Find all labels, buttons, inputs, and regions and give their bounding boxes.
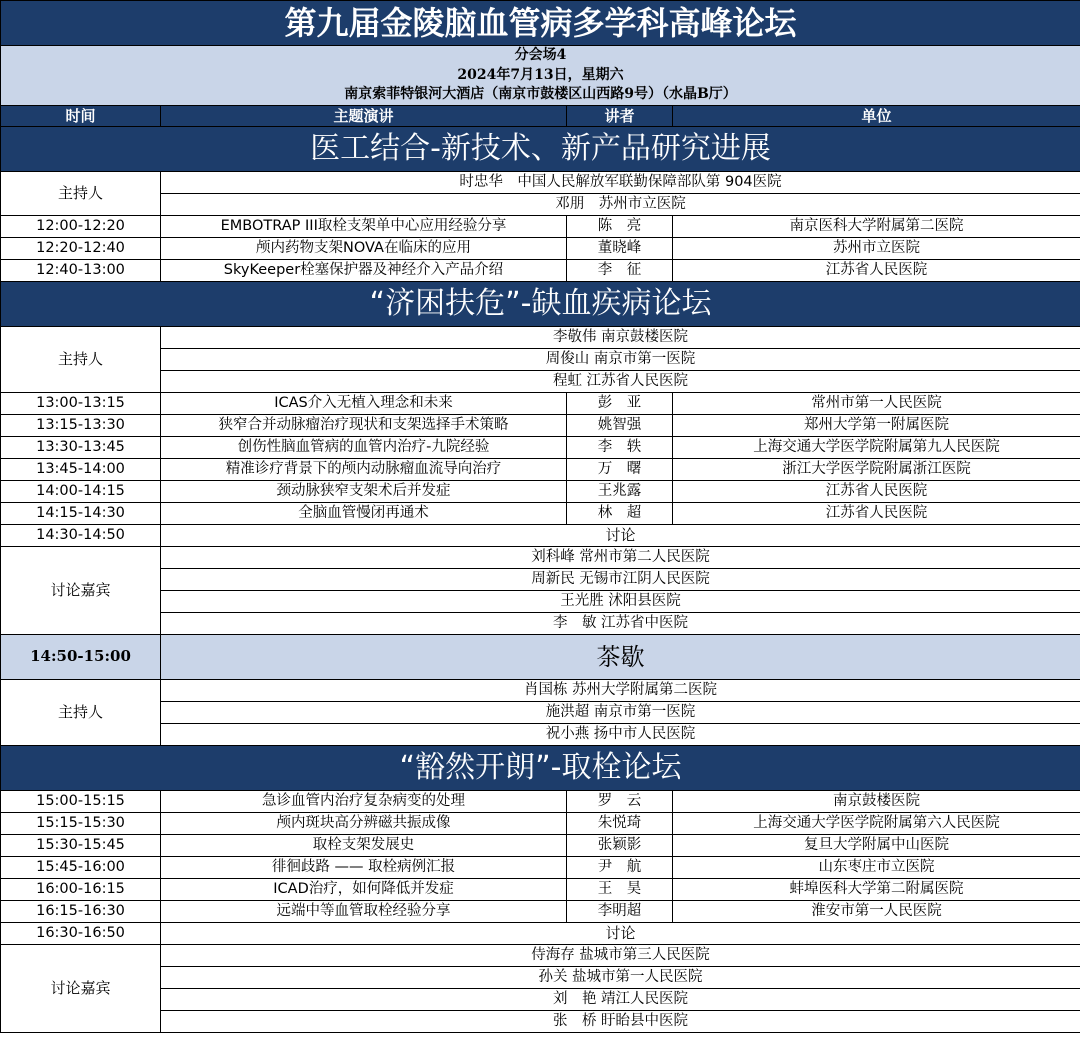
moderator: 时忠华 中国人民解放军联勤保障部队第 904医院 (161, 171, 1080, 193)
moderator: 程虹 江苏省人民医院 (161, 370, 1080, 392)
talk-topic: 徘徊歧路 —— 取栓病例汇报 (161, 856, 567, 878)
discussion-time: 14:30-14:50 (1, 524, 161, 546)
section-title: 医工结合-新技术、新产品研究进展 (1, 126, 1080, 171)
guest: 周新民 无锡市江阴人民医院 (161, 568, 1080, 590)
talk-time: 13:00-13:15 (1, 392, 161, 414)
moderator-label: 主持人 (1, 171, 161, 215)
talk-time: 13:45-14:00 (1, 458, 161, 480)
table-row (1, 414, 1080, 436)
talk-speaker: 万 曙 (567, 458, 673, 480)
talk-speaker: 王兆露 (567, 480, 673, 502)
table-row (1, 812, 1080, 834)
talk-topic: ICAD治疗，如何降低并发症 (161, 878, 567, 900)
talk-time: 15:45-16:00 (1, 856, 161, 878)
table-row (1, 834, 1080, 856)
talk-unit: 复旦大学附属中山医院 (673, 834, 1080, 856)
discussion-label: 讨论 (161, 922, 1080, 944)
talk-time: 13:15-13:30 (1, 414, 161, 436)
table-row (1, 480, 1080, 502)
header-time: 时间 (1, 105, 161, 126)
talk-time: 15:30-15:45 (1, 834, 161, 856)
moderator: 施洪超 南京市第一医院 (161, 701, 1080, 723)
talk-speaker: 彭 亚 (567, 392, 673, 414)
guest: 刘科峰 常州市第二人民医院 (161, 546, 1080, 568)
table-row (1, 215, 1080, 237)
talk-topic: 取栓支架发展史 (161, 834, 567, 856)
section-title: “济困扶危”-缺血疾病论坛 (1, 281, 1080, 326)
talk-speaker: 尹 航 (567, 856, 673, 878)
talk-unit: 上海交通大学医学院附属第九人民医院 (673, 436, 1080, 458)
talk-time: 12:00-12:20 (1, 215, 161, 237)
talk-unit: 江苏省人民医院 (673, 480, 1080, 502)
talk-time: 15:15-15:30 (1, 812, 161, 834)
venue-date: 2024年7月13日，星期六 (1, 66, 1080, 86)
talk-topic: 颅内药物支架NOVA在临床的应用 (161, 237, 567, 259)
header-unit: 单位 (673, 105, 1080, 126)
talk-topic: EMBOTRAP III取栓支架单中心应用经验分享 (161, 215, 567, 237)
talk-unit: 江苏省人民医院 (673, 502, 1080, 524)
moderator: 肖国栋 苏州大学附属第二医院 (161, 679, 1080, 701)
talk-topic: 颅内斑块高分辨磁共振成像 (161, 812, 567, 834)
talk-time: 16:00-16:15 (1, 878, 161, 900)
talk-topic: 颈动脉狭窄支架术后并发症 (161, 480, 567, 502)
talk-unit: 南京医科大学附属第二医院 (673, 215, 1080, 237)
table-row (1, 436, 1080, 458)
talk-speaker: 李明超 (567, 900, 673, 922)
talk-speaker: 李 轶 (567, 436, 673, 458)
talk-speaker: 张颖影 (567, 834, 673, 856)
talk-topic: 全脑血管慢闭再通术 (161, 502, 567, 524)
moderator: 祝小燕 扬中市人民医院 (161, 723, 1080, 745)
talk-speaker: 董晓峰 (567, 237, 673, 259)
page-title: 第九届金陵脑血管病多学科高峰论坛 (1, 1, 1080, 46)
guest: 侍海存 盐城市第三人民医院 (161, 944, 1080, 966)
talk-topic: 狭窄合并动脉瘤治疗现状和支架选择手术策略 (161, 414, 567, 436)
guest: 孙关 盐城市第一人民医院 (161, 966, 1080, 988)
talk-unit: 江苏省人民医院 (673, 259, 1080, 281)
talk-topic: ICAS介入无植入理念和未来 (161, 392, 567, 414)
guest: 李 敏 江苏省中医院 (161, 612, 1080, 634)
header-speaker: 讲者 (567, 105, 673, 126)
talk-topic: 远端中等血管取栓经验分享 (161, 900, 567, 922)
talk-time: 15:00-15:15 (1, 790, 161, 812)
talk-speaker: 林 超 (567, 502, 673, 524)
talk-time: 12:20-12:40 (1, 237, 161, 259)
talk-speaker: 李 征 (567, 259, 673, 281)
talk-unit: 南京鼓楼医院 (673, 790, 1080, 812)
guest: 王光胜 沭阳县医院 (161, 590, 1080, 612)
talk-topic: 创伤性脑血管病的血管内治疗-九院经验 (161, 436, 567, 458)
talk-time: 16:15-16:30 (1, 900, 161, 922)
talk-unit: 淮安市第一人民医院 (673, 900, 1080, 922)
talk-unit: 山东枣庄市立医院 (673, 856, 1080, 878)
talk-unit: 上海交通大学医学院附属第六人民医院 (673, 812, 1080, 834)
table-row (1, 502, 1080, 524)
moderator-label: 主持人 (1, 679, 161, 745)
talk-topic: 精准诊疗背景下的颅内动脉瘤血流导向治疗 (161, 458, 567, 480)
table-row (1, 900, 1080, 922)
talk-unit: 苏州市立医院 (673, 237, 1080, 259)
section-title: “豁然开朗”-取栓论坛 (1, 745, 1080, 790)
moderator: 李敬伟 南京鼓楼医院 (161, 326, 1080, 348)
talk-speaker: 罗 云 (567, 790, 673, 812)
venue-location: 南京索菲特银河大酒店（南京市鼓楼区山西路9号）（水晶B厅） (1, 85, 1080, 105)
moderator-label: 主持人 (1, 326, 161, 392)
table-row (1, 790, 1080, 812)
header-topic: 主题演讲 (161, 105, 567, 126)
moderator: 周俊山 南京市第一医院 (161, 348, 1080, 370)
talk-unit: 浙江大学医学院附属浙江医院 (673, 458, 1080, 480)
table-row (1, 259, 1080, 281)
talk-time: 12:40-13:00 (1, 259, 161, 281)
guest: 刘 艳 靖江人民医院 (161, 988, 1080, 1010)
talk-speaker: 朱悦琦 (567, 812, 673, 834)
table-row (1, 237, 1080, 259)
venue-session: 分会场4 (1, 46, 1080, 66)
talk-speaker: 王 昊 (567, 878, 673, 900)
moderator: 邓朋 苏州市立医院 (161, 193, 1080, 215)
table-row (1, 856, 1080, 878)
tea-break-label: 茶歇 (161, 634, 1080, 679)
guest-label: 讨论嘉宾 (1, 546, 161, 634)
table-row (1, 392, 1080, 414)
table-row (1, 458, 1080, 480)
talk-time: 14:00-14:15 (1, 480, 161, 502)
talk-topic: SkyKeeper栓塞保护器及神经介入产品介绍 (161, 259, 567, 281)
discussion-time: 16:30-16:50 (1, 922, 161, 944)
discussion-label: 讨论 (161, 524, 1080, 546)
table-row (1, 878, 1080, 900)
talk-speaker: 陈 亮 (567, 215, 673, 237)
talk-time: 13:30-13:45 (1, 436, 161, 458)
talk-unit: 常州市第一人民医院 (673, 392, 1080, 414)
talk-speaker: 姚智强 (567, 414, 673, 436)
guest-label: 讨论嘉宾 (1, 944, 161, 1032)
guest: 张 桥 盱眙县中医院 (161, 1010, 1080, 1032)
talk-topic: 急诊血管内治疗复杂病变的处理 (161, 790, 567, 812)
talk-unit: 郑州大学第一附属医院 (673, 414, 1080, 436)
talk-unit: 蚌埠医科大学第二附属医院 (673, 878, 1080, 900)
tea-time: 14:50-15:00 (1, 634, 161, 679)
talk-time: 14:15-14:30 (1, 502, 161, 524)
